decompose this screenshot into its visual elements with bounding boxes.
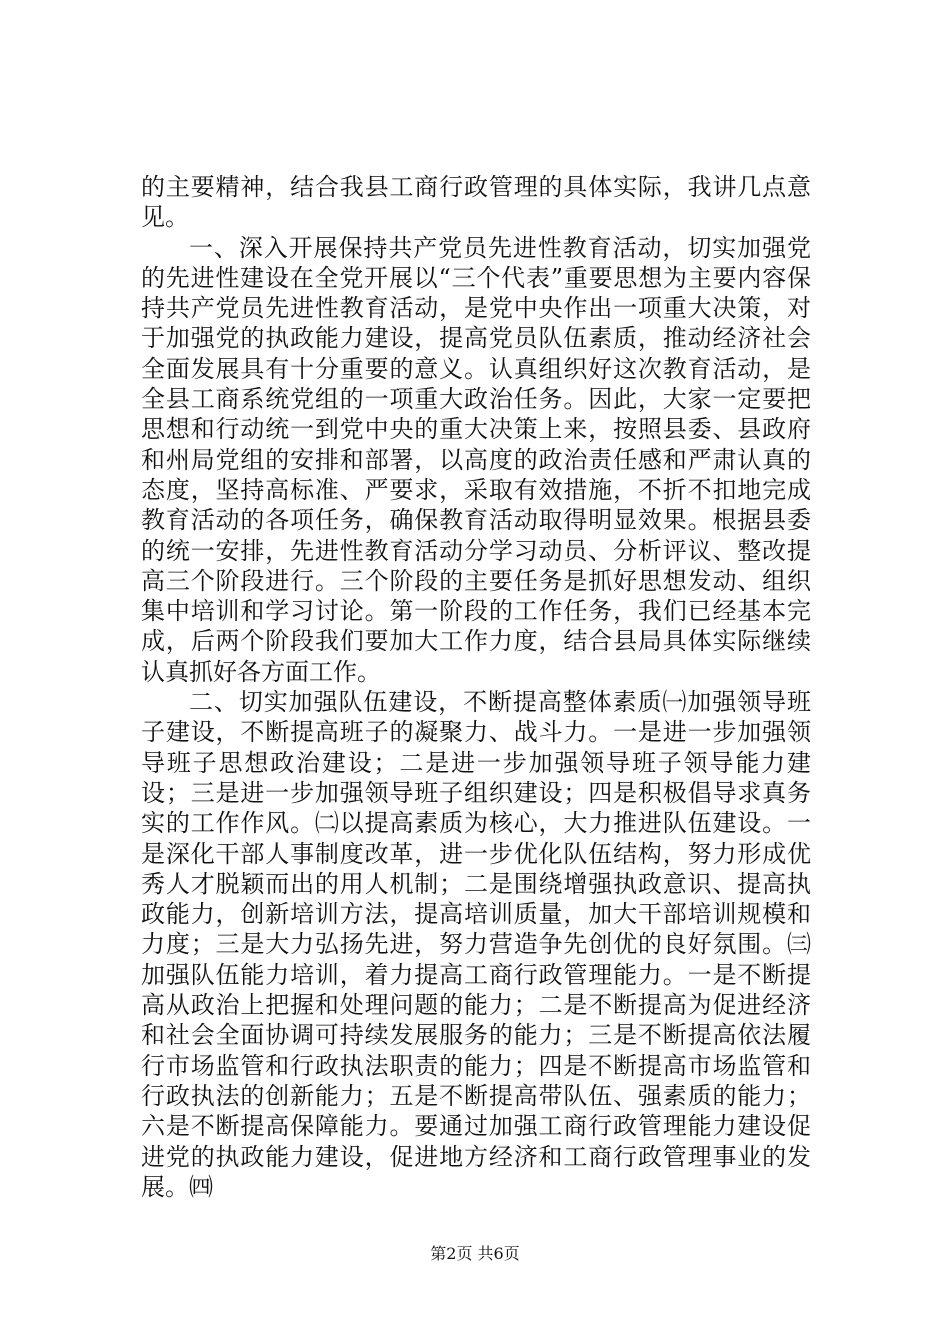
document-body	[141, 172, 811, 1202]
paragraph-section-two: 二、切实加强队伍建设，不断提高整体素质㈠加强领导班子建设，不断提高班子的凝聚力、战斗力。一是进一步加强领导班子思想政治建设；二是进一步加强领导班子领导能力建设；三是进一步加强领导班子组织建设；四是积极倡导求真务实的工作作风。㈡以提高素质为核心，大力推进队伍建设。一是深化干部人事制度改革，进一步优化队伍结构，努力形成优秀人才脱颖而出的用人机制；二是围绕增强执政意识、提高执政能力，创新培训方法，提高培训质量，加大干部培训规模和力度；三是大力弘扬先进，努力营造争先创优的良好氛围。㈢加强队伍能力培训，着力提高工商行政管理能力。一是不断提高从政治上把握和处理问题的能力；二是不断提高为促进经济和社会全面协调可持续发展服务的能力；三是不断提高依法履行市场监管和行政执法职责的能力；四是不断提高市场监管和行政执法的创新能力；五是不断提高带队伍、强素质的能力；六是不断提高保障能力。要通过加强工商行政管理能力建设促进党的执政能力建设，促进地方经济和工商行政管理事业的发展。㈣	[141, 688, 811, 1201]
paragraph-continuation: 的主要精神，结合我县工商行政管理的具体实际，我讲几点意见。	[141, 173, 811, 232]
page-number-footer: 第2页 共6页	[430, 1244, 520, 1263]
paragraph-section-one: 一、深入开展保持共产党员先进性教育活动，切实加强党的先进性建设在全党开展以“三个代表”重要思想为主要内容保持共产党员先进性教育活动，是党中央作出一项重大决策，对于加强党的执政能力建设，提高党员队伍素质，推动经济社会全面发展具有十分重要的意义。认真组织好这次教育活动，是全县工商系统党组的一项重大政治任务。因此，大家一定要把思想和行动统一到党中央的重大决策上来，按照县委、县政府和州局党组的安排和部署，以高度的政治责任感和严肃认真的态度，坚持高标准、严要求，采取有效措施，不折不扣地完成教育活动的各项任务，确保教育活动取得明显效果。根据县委的统一安排，先进性教育活动分学习动员、分析评议、整改提高三个阶段进行。三个阶段的主要任务是抓好思想发动、组织集中培训和学习讨论。第一阶段的工作任务，我们已经基本完成，后两个阶段我们要加大工作力度，结合县局具体实际继续认真抓好各方面工作。	[141, 233, 811, 686]
